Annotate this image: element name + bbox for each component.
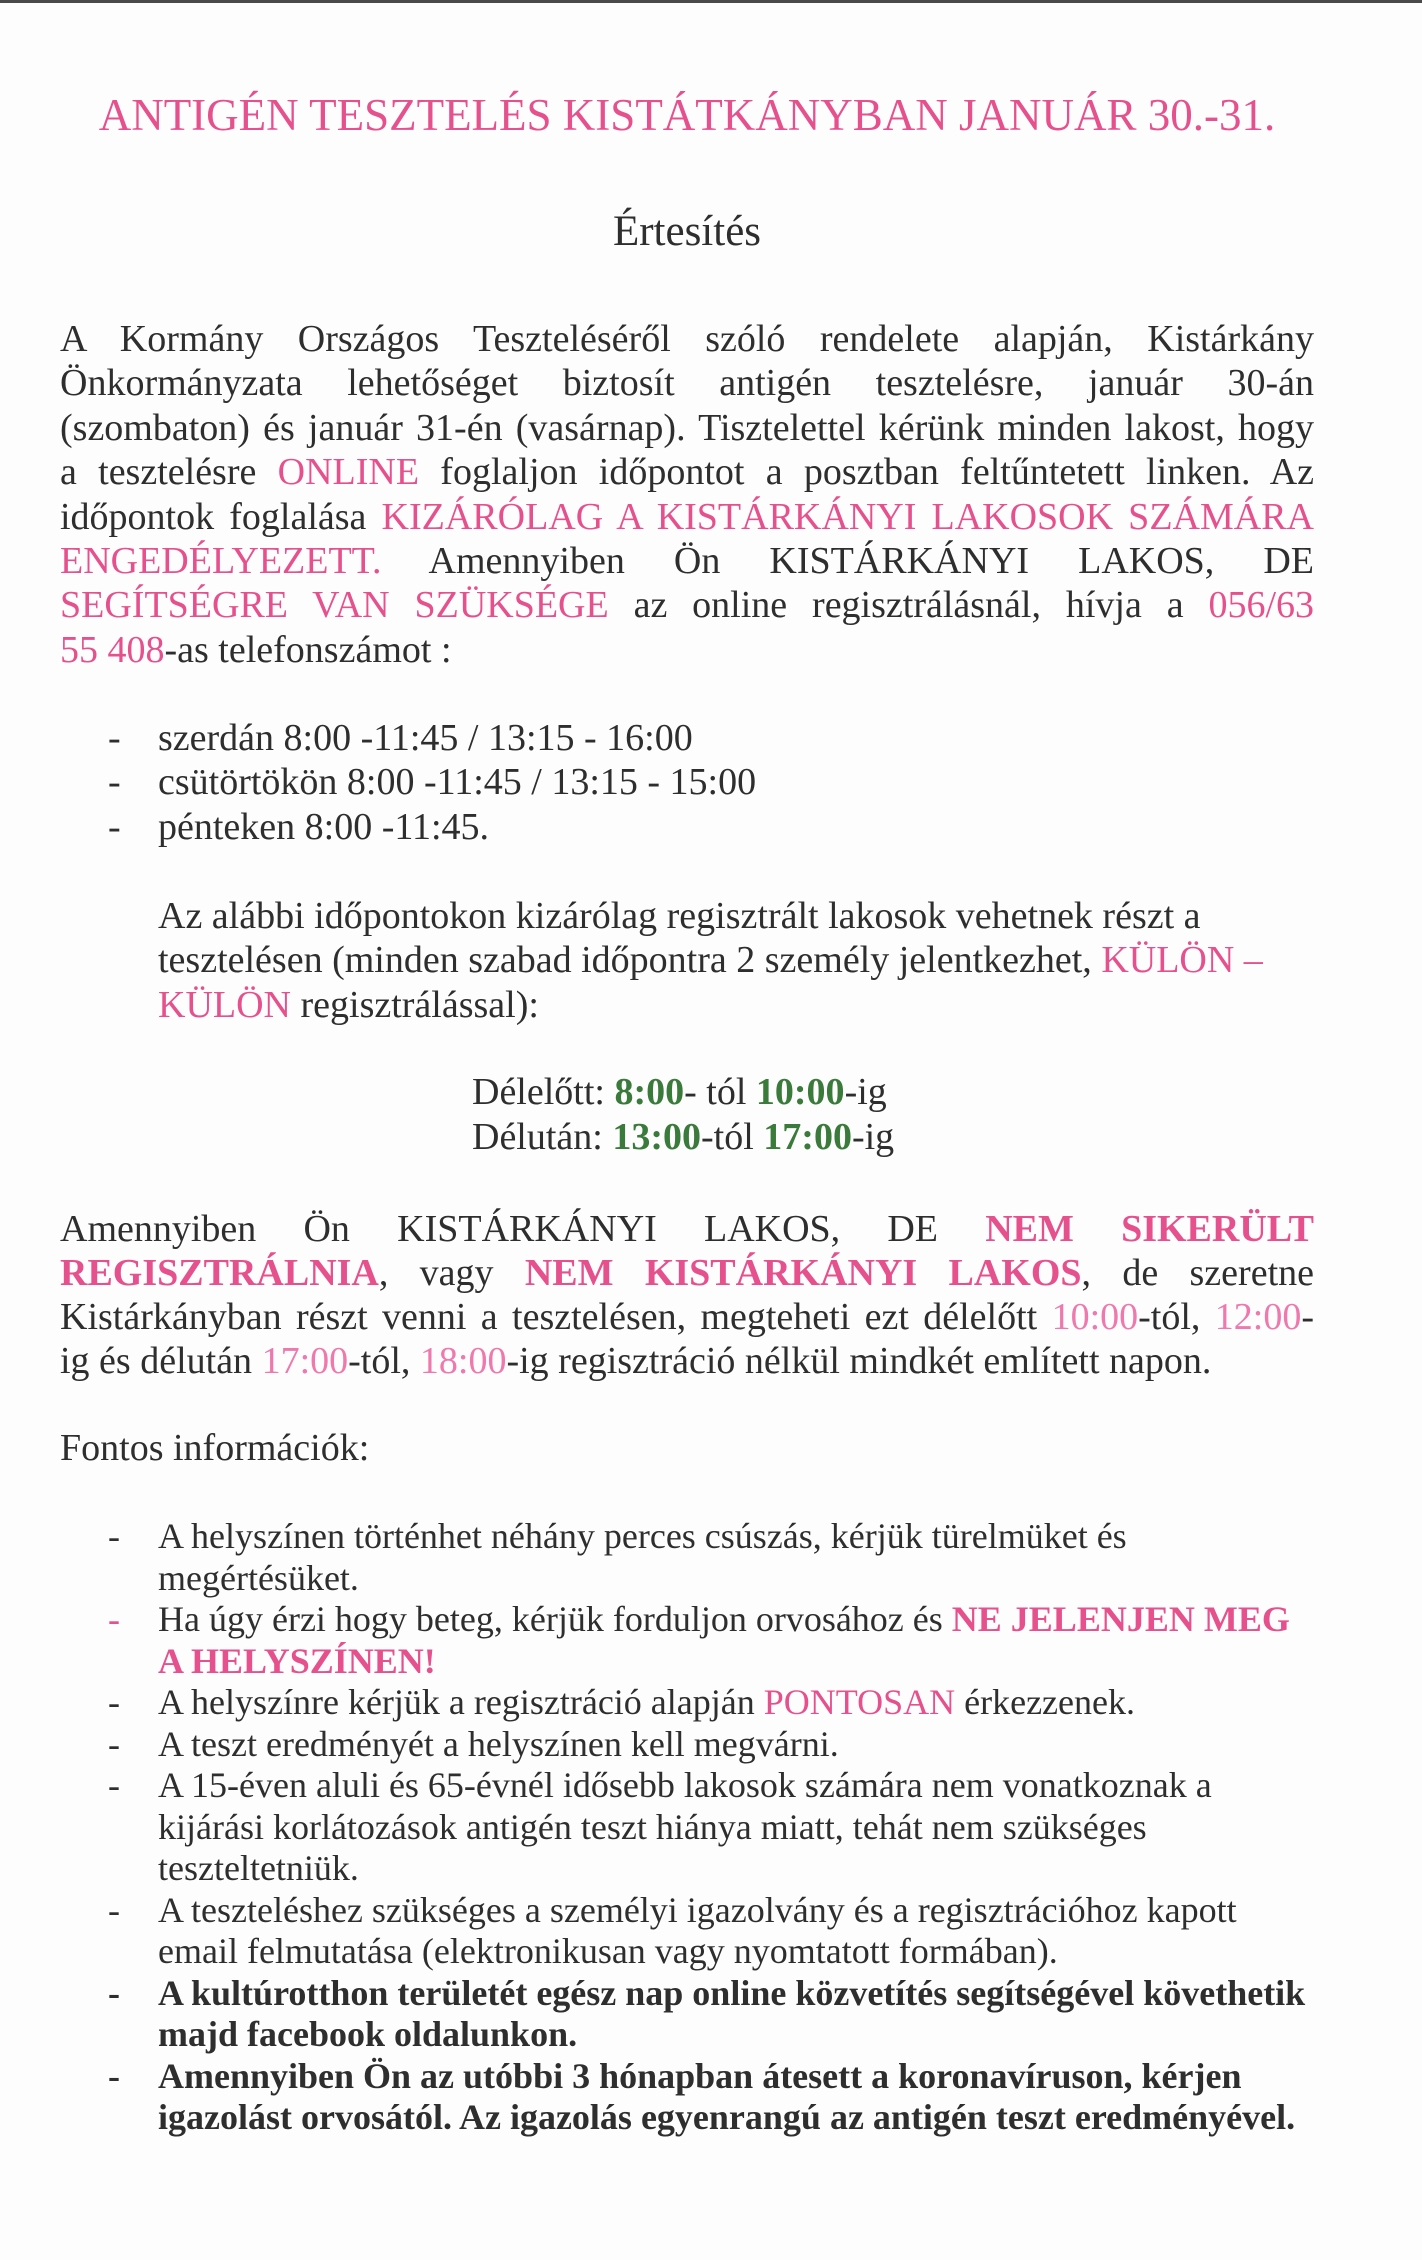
- walkin-line-2: [60, 1251, 1314, 1295]
- important-info-list: [108, 1516, 1305, 2139]
- info-text: Ha úgy érzi hogy beteg, kérjük forduljon orvosához és: [158, 1599, 952, 1639]
- time-value: 13:00: [612, 1115, 702, 1158]
- walkin-text: , de szeretne: [1081, 1252, 1314, 1294]
- phone-schedule-list: [108, 716, 756, 849]
- time-value: 8:00: [614, 1071, 685, 1113]
- bullet-dash: -: [108, 1682, 120, 1722]
- walkin-line-4: [60, 1339, 1314, 1383]
- bullet-dash: -: [108, 1723, 120, 1764]
- schedule-item: [108, 760, 756, 804]
- time-text: -tól: [701, 1115, 764, 1158]
- online-highlight: ONLINE: [277, 451, 420, 494]
- intro-text: Önkormányzata lehetőséget biztosít antigén tesztelésre, január 30-án: [60, 362, 1314, 405]
- walkin-highlight: NEM KISTÁRKÁNYI LAKOS: [524, 1252, 1082, 1294]
- walkin-text: ig és délután: [60, 1340, 262, 1382]
- schedule-item: [108, 805, 756, 849]
- time-label: Délután:: [472, 1115, 613, 1158]
- walkin-text: Kistárkányban részt venni a tesztelésen, megteheti ezt délelőtt: [60, 1296, 1052, 1338]
- intro-text: (szombaton) és január 31-én (vasárnap). Tisztelettel kérünk minden lakost, hogy: [60, 406, 1314, 449]
- document-title: ANTIGÉN TESZTELÉS KISTÁTKÁNYBAN JANUÁR 30.-31.: [98, 90, 1276, 140]
- morning-times: [472, 1070, 894, 1115]
- intro-line-5: [60, 495, 1314, 539]
- afternoon-times: [472, 1115, 894, 1160]
- bullet-dash: -: [108, 1516, 120, 1556]
- bullet-dash: -: [108, 1599, 120, 1639]
- info-line: majd facebook oldalunkon.: [158, 2014, 578, 2054]
- walkin-time: 12:00: [1214, 1296, 1302, 1338]
- intro-line-6: [60, 539, 1314, 583]
- intro-text: Amennyiben Ön KISTÁRKÁNYI LAKOS, DE: [381, 539, 1314, 582]
- intro-text: a tesztelésre: [60, 451, 278, 494]
- walkin-text: Amennyiben Ön KISTÁRKÁNYI LAKOS, DE: [60, 1208, 986, 1250]
- schedule-text: szerdán 8:00 -11:45 / 13:15 - 16:00: [158, 717, 693, 759]
- info-line: teszteltetniük.: [158, 1848, 359, 1888]
- important-info-heading: Fontos információk:: [60, 1427, 370, 1469]
- registered-text: Az alábbi időpontokon kizárólag regisztrált lakosok vehetnek részt a: [158, 895, 1201, 937]
- info-item: [108, 1765, 1305, 1890]
- warning-highlight: A HELYSZÍNEN!: [158, 1640, 436, 1681]
- intro-line-7: [60, 583, 1314, 627]
- info-line: A teszt eredményét a helyszínen kell megvárni.: [158, 1723, 839, 1764]
- time-text: - tól: [684, 1071, 756, 1113]
- intro-text: az online regisztrálásnál, hívja a: [608, 584, 1209, 627]
- registered-line-3: [158, 983, 1263, 1027]
- walkin-time: 18:00: [419, 1340, 507, 1382]
- info-line: Amennyiben Ön az utóbbi 3 hónapban átesett a koronavíruson, kérjen: [158, 2055, 1242, 2096]
- time-text: -ig: [844, 1071, 887, 1113]
- walkin-time: 17:00: [261, 1340, 349, 1382]
- bullet-dash: -: [108, 1972, 120, 2013]
- info-text: érkezzenek.: [955, 1682, 1135, 1722]
- separate-highlight: KÜLÖN: [158, 983, 291, 1026]
- info-line: kijárási korlátozások antigén teszt hiánya miatt, tehát nem szükséges: [158, 1806, 1147, 1847]
- bullet-dash: -: [108, 717, 121, 759]
- walkin-text: -ig regisztráció nélkül mindkét említett napon.: [506, 1340, 1212, 1382]
- intro-line-8: [60, 628, 1314, 672]
- bullet-dash: -: [108, 805, 121, 848]
- info-line: [158, 1599, 1305, 1641]
- info-item: [108, 2056, 1305, 2139]
- walkin-text: , vagy: [378, 1252, 525, 1294]
- schedule-item: [108, 716, 756, 760]
- info-item: [108, 1599, 1305, 1682]
- info-line: email felmutatása (elektronikusan vagy nyomtatott formában).: [158, 1931, 1058, 1971]
- intro-paragraph: [60, 317, 1314, 672]
- walkin-highlight: NEM SIKERÜLT: [985, 1208, 1314, 1250]
- time-label: Délelőtt:: [472, 1071, 615, 1113]
- phone-number: 55 408: [60, 628, 165, 671]
- walkin-text: -tól,: [1138, 1296, 1215, 1338]
- registered-line-1: [158, 894, 1263, 938]
- info-line: A helyszínen történhet néhány perces csúszás, kérjük türelmüket és: [158, 1516, 1127, 1556]
- testing-times: [472, 1070, 894, 1159]
- separate-highlight: KÜLÖN –: [1101, 939, 1263, 982]
- walkin-line-3: [60, 1295, 1314, 1339]
- schedule-text: pénteken 8:00 -11:45.: [158, 805, 490, 848]
- registered-text: tesztelésen (minden szabad időpontra 2 személy jelentkezhet,: [158, 939, 1102, 982]
- schedule-text: csütörtökön 8:00 -11:45 / 13:15 - 15:00: [158, 761, 757, 804]
- info-line: [158, 1682, 1305, 1724]
- info-item: [108, 1682, 1305, 1724]
- info-item: [108, 1516, 1305, 1599]
- time-value: 17:00: [763, 1115, 852, 1158]
- info-line: igazolást orvosától. Az igazolás egyenrangú az antigén teszt eredményével.: [158, 2097, 1296, 2137]
- intro-line-3: [60, 406, 1314, 450]
- notice-heading: Értesítés: [612, 208, 762, 255]
- residents-only-highlight: ENGEDÉLYEZETT.: [60, 539, 382, 582]
- phone-number: 056/63: [1208, 584, 1314, 627]
- scan-top-border: [0, 0, 1422, 3]
- warning-highlight: NE JELENJEN MEG: [951, 1599, 1290, 1639]
- intro-line-4: [60, 450, 1314, 494]
- intro-line-1: [60, 317, 1314, 361]
- registered-paragraph: [158, 894, 1263, 1027]
- bullet-dash: -: [108, 761, 121, 804]
- info-text: A helyszínre kérjük a regisztráció alapján: [158, 1682, 764, 1722]
- intro-text: -as telefonszámot :: [164, 628, 452, 671]
- punctual-highlight: PONTOSAN: [763, 1682, 956, 1722]
- walkin-text: -tól,: [348, 1340, 420, 1382]
- walkin-time: 10:00: [1051, 1296, 1139, 1338]
- info-line: A 15-éven aluli és 65-évnél idősebb lakosok számára nem vonatkoznak a: [158, 1765, 1212, 1805]
- residents-only-highlight: KIZÁRÓLAG A KISTÁRKÁNYI LAKOSOK SZÁMÁRA: [381, 495, 1314, 538]
- bullet-dash: -: [108, 2055, 120, 2096]
- info-line: megértésüket.: [158, 1557, 359, 1598]
- walkin-line-1: [60, 1207, 1314, 1251]
- info-line: A kultúrotthon területét egész nap online közvetítés segítségével követhetik: [158, 1972, 1306, 2013]
- walkin-text: -: [1301, 1296, 1314, 1338]
- bullet-dash: -: [108, 1889, 120, 1930]
- bullet-dash: -: [108, 1765, 120, 1805]
- info-item: [108, 1973, 1305, 2056]
- info-item: [108, 1724, 1305, 1766]
- time-value: 10:00: [755, 1071, 845, 1113]
- info-item: [108, 1890, 1305, 1973]
- walkin-highlight: REGISZTRÁLNIA: [60, 1252, 379, 1294]
- info-line: A teszteléshez szükséges a személyi igazolvány és a regisztrációhoz kapott: [158, 1889, 1237, 1930]
- intro-text: A Kormány Országos Teszteléséről szóló rendelete alapján, Kistárkány: [60, 318, 1314, 360]
- intro-text: időpontok foglalása: [60, 495, 382, 538]
- intro-line-2: [60, 361, 1314, 405]
- registered-line-2: [158, 938, 1263, 982]
- time-text: -ig: [851, 1115, 895, 1158]
- registered-text: regisztrálással):: [290, 983, 539, 1026]
- walkin-paragraph: [60, 1207, 1314, 1383]
- help-highlight: SEGÍTSÉGRE VAN SZÜKSÉGE: [60, 584, 609, 627]
- intro-text: foglaljon időpontot a posztban feltűntetett linken. Az: [419, 451, 1314, 494]
